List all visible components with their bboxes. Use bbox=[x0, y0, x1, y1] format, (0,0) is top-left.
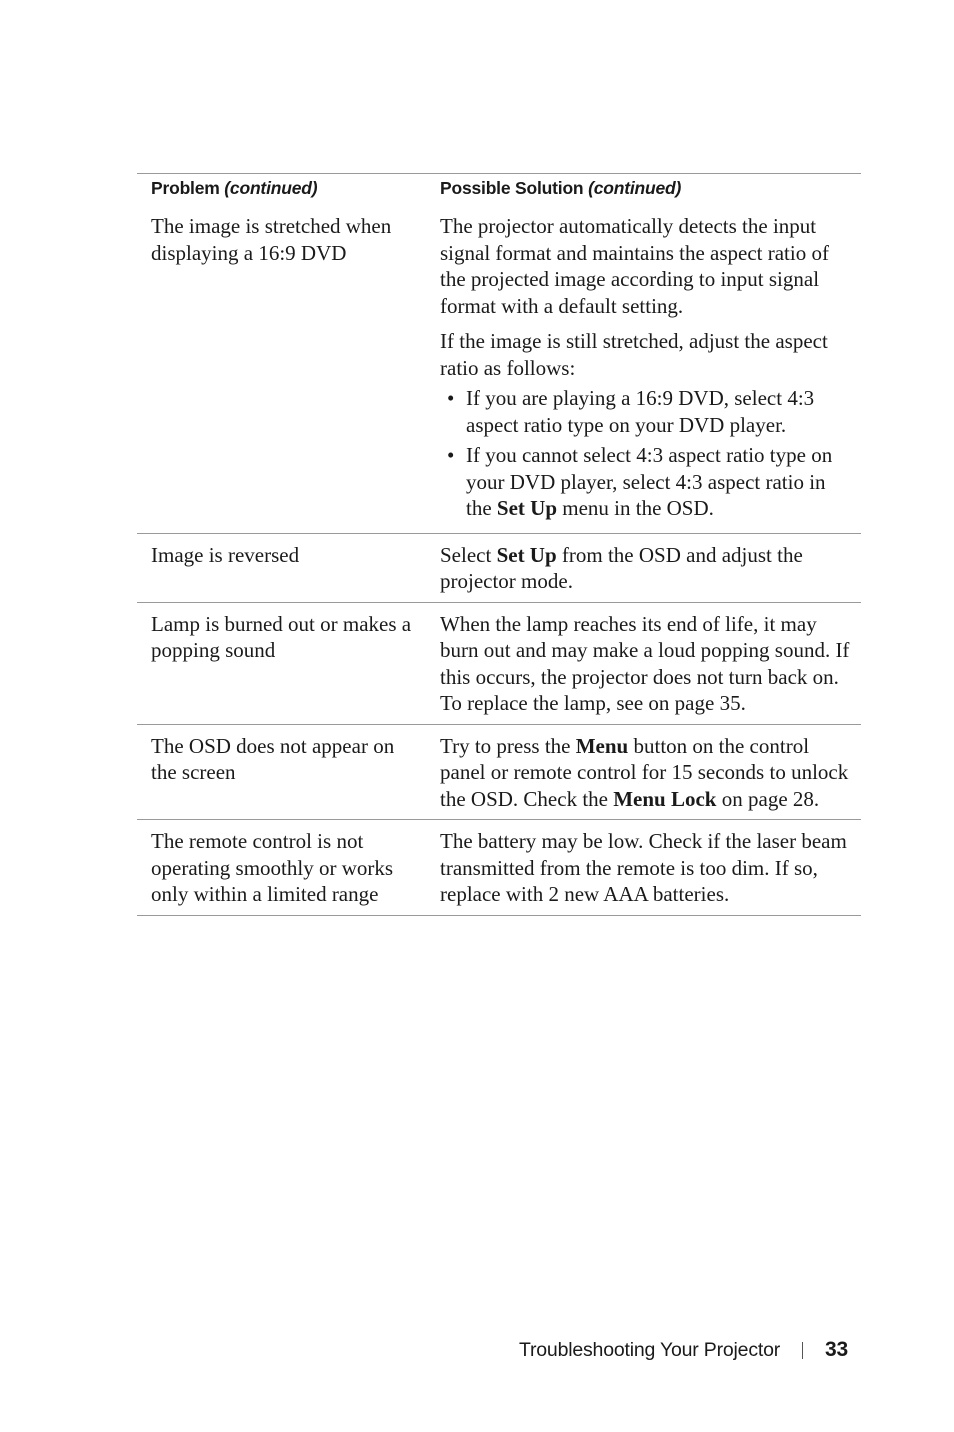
solution-cell bbox=[426, 205, 861, 533]
header-solution-continued: (continued) bbox=[588, 178, 682, 198]
bullet-icon: • bbox=[447, 443, 455, 467]
table-row bbox=[137, 820, 861, 916]
solution-cell bbox=[426, 533, 861, 602]
bullet-item bbox=[440, 442, 855, 522]
solution-text: on page 28. bbox=[716, 786, 820, 811]
bold-term: Menu bbox=[575, 733, 629, 758]
solution-text: Select bbox=[440, 542, 497, 567]
header-problem-label: Problem bbox=[151, 178, 220, 198]
solution-text: button on the control panel or remote control for 15 seconds to unlock the OSD. Check the bbox=[440, 733, 849, 811]
bullet-text: menu in the OSD. bbox=[557, 496, 714, 520]
bullet-text: If you cannot select 4:3 aspect ratio type on your DVD player, select 4:3 aspect ratio in the bbox=[466, 443, 833, 520]
troubleshooting-table-container bbox=[137, 173, 861, 916]
bullet-item bbox=[440, 385, 855, 438]
table-header-row bbox=[137, 174, 861, 206]
table-row bbox=[137, 205, 861, 533]
problem-cell: Lamp is burned out or makes a popping sound bbox=[137, 602, 426, 724]
solution-paragraph: If the image is still stretched, adjust the aspect ratio as follows: bbox=[440, 329, 828, 380]
solution-cell: The battery may be low. Check if the laser beam transmitted from the remote is too dim. If so, replace with 2 new AAA batteries. bbox=[426, 820, 861, 916]
problem-cell: The image is stretched when displaying a 16:9 DVD bbox=[137, 205, 426, 533]
solution-paragraph: The projector automatically detects the input signal format and maintains the aspect ratio of the projected image according to input signal format with a default setting. bbox=[440, 214, 829, 318]
header-solution bbox=[426, 174, 861, 206]
problem-cell: Image is reversed bbox=[137, 533, 426, 602]
page-number: 33 bbox=[825, 1338, 848, 1361]
solution-cell bbox=[426, 724, 861, 820]
problem-cell: The remote control is not operating smoothly or works only within a limited range bbox=[137, 820, 426, 916]
troubleshooting-table bbox=[137, 173, 861, 916]
solution-text: from the OSD and adjust the projector mode. bbox=[440, 542, 803, 593]
bullet-text: If you are playing a 16:9 DVD, select 4:3 aspect ratio type on your DVD player. bbox=[466, 386, 815, 437]
bullet-icon: • bbox=[447, 386, 455, 410]
table-row bbox=[137, 602, 861, 724]
header-problem-continued: (continued) bbox=[224, 178, 318, 198]
bold-term: Set Up bbox=[496, 496, 557, 520]
bold-term: Set Up bbox=[496, 542, 557, 567]
header-problem bbox=[137, 174, 426, 206]
table-row bbox=[137, 533, 861, 602]
solution-cell: When the lamp reaches its end of life, it may burn out and may make a loud popping sound. If this occurs, the projector does not turn back on. To replace the lamp, see on page 35. bbox=[426, 602, 861, 724]
footer-section-title: Troubleshooting Your Projector bbox=[519, 1338, 781, 1361]
page-footer bbox=[519, 1338, 848, 1362]
header-solution-label: Possible Solution bbox=[440, 178, 584, 198]
solution-text: Try to press the bbox=[440, 733, 576, 758]
solution-bullet-list bbox=[440, 385, 855, 522]
bold-term: Menu Lock bbox=[613, 786, 717, 811]
footer-divider bbox=[802, 1342, 803, 1359]
table-row bbox=[137, 724, 861, 820]
problem-cell: The OSD does not appear on the screen bbox=[137, 724, 426, 820]
